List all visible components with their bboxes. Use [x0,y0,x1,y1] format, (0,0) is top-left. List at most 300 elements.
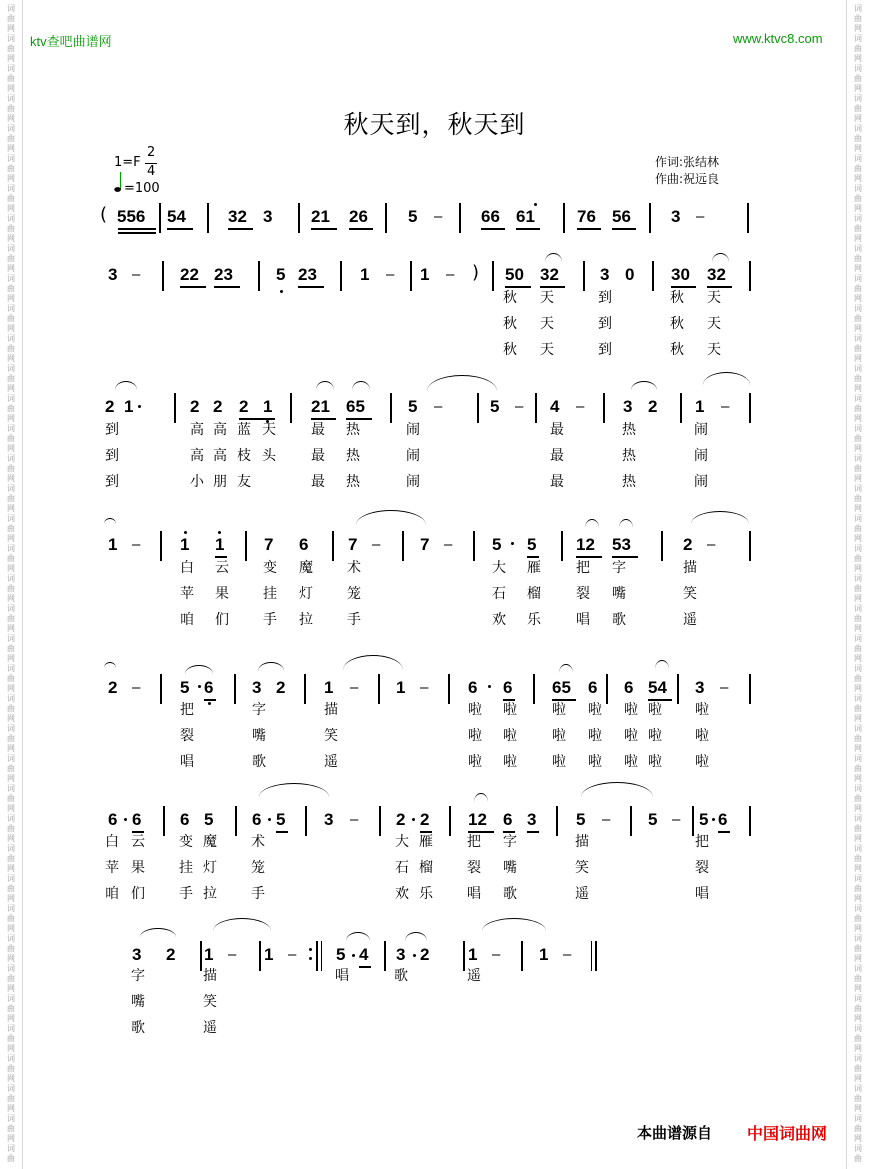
watermark-char: 词 [854,1084,862,1093]
watermark-char: 词 [7,724,15,733]
note: 12 [576,535,595,554]
watermark-char: 网 [854,594,862,603]
note-dash: – [721,398,730,415]
watermark-char: 网 [7,174,15,183]
lyric: 天 [540,316,554,332]
watermark-char: 网 [854,354,862,363]
watermark-char: 词 [854,1144,862,1153]
lyric: 啦 [503,702,517,718]
watermark-char: 词 [7,214,15,223]
octave-dot [352,954,355,957]
watermark-char: 网 [7,474,15,483]
watermark-char: 词 [854,124,862,133]
song-title: 秋天到，秋天到 [343,110,526,139]
beam-underline [276,831,288,833]
lyric: 灯 [299,586,313,602]
barline [473,531,475,561]
watermark-char: 网 [854,654,862,663]
note: 6 [718,810,728,829]
watermark-char: 曲 [7,134,15,143]
watermark-char: 词 [7,784,15,793]
watermark-char: 曲 [854,1094,862,1103]
watermark-char: 网 [854,894,862,903]
note: 3 [263,207,273,226]
note: 2 [213,397,223,416]
watermark-char: 网 [7,654,15,663]
note: 3 [600,265,610,284]
note-dash: – [602,811,611,828]
watermark-char: 网 [7,384,15,393]
watermark-char: 网 [7,954,15,963]
lyric: 变 [263,560,277,576]
watermark-char: 网 [7,744,15,753]
watermark-char: 词 [854,64,862,73]
watermark-char: 曲 [7,434,15,443]
note: 3 [132,945,142,964]
barline [316,941,318,971]
barline [304,674,306,704]
watermark-char: 词 [854,244,862,253]
note-dash: – [446,266,455,283]
watermark-char: 曲 [854,974,862,983]
watermark-char: 网 [7,564,15,573]
lyric: 裂 [467,860,481,876]
slur [545,253,562,262]
watermark-char: 网 [854,1074,862,1083]
lyric: 石 [492,586,506,602]
note: 5 [699,810,709,829]
note: 23 [214,265,233,284]
note: 5 [490,397,500,416]
barline [680,393,682,423]
note: 2 [190,397,200,416]
note-dash: – [434,208,443,225]
watermark-char: 网 [7,924,15,933]
watermark-char: 曲 [854,1154,862,1163]
site-name-left[interactable]: ktv查吧曲谱网 [30,34,112,49]
lyric: 歌 [131,1020,145,1036]
barline [332,531,334,561]
watermark-char: 词 [854,1054,862,1063]
watermark-char: 网 [7,354,15,363]
note: 2 [166,945,176,964]
note: 3 [695,678,705,697]
watermark-char: 曲 [854,374,862,383]
barline [749,393,751,423]
slur [115,381,137,390]
lyric: 苹 [180,586,194,602]
watermark-char: 曲 [854,734,862,743]
watermark-char: 曲 [854,494,862,503]
note: 7 [348,535,358,554]
barline [402,531,404,561]
note-dash: – [132,266,141,283]
note-dash: – [515,398,524,415]
beam-underline [612,228,636,230]
note: 1 [108,535,118,554]
lyric: 闹 [406,422,420,438]
watermark-char: 词 [854,874,862,883]
watermark-char: 曲 [7,884,15,893]
watermark-char: 词 [7,994,15,1003]
watermark-char: 网 [854,804,862,813]
barline [200,941,202,971]
lyric: 啦 [468,702,482,718]
watermark-char: 词 [854,724,862,733]
watermark-char: 曲 [854,254,862,263]
lyric: 裂 [576,586,590,602]
lyricist-credit: 作词:张结林 [655,155,720,169]
note: 5 [576,810,586,829]
note-dash: – [372,536,381,553]
watermark-char: 网 [854,744,862,753]
watermark-char: 网 [854,1134,862,1143]
lyric: 啦 [552,702,566,718]
watermark-char: 网 [7,684,15,693]
barline [661,531,663,561]
note: 66 [481,207,500,226]
watermark-char: 曲 [854,524,862,533]
lyric: 啦 [588,702,602,718]
watermark-char: 词 [7,124,15,133]
watermark-char: 词 [854,424,862,433]
footer-source-site[interactable]: 中国词曲网 [747,1124,828,1143]
watermark-char: 词 [7,544,15,553]
beam-underline [527,831,539,833]
note: 56 [612,207,631,226]
watermark-char: 词 [7,184,15,193]
watermark-char: 网 [854,114,862,123]
watermark-char: 曲 [7,254,15,263]
note: 6 [503,810,513,829]
watermark-char: 网 [7,114,15,123]
note: 2 [105,397,115,416]
beam-underline [527,556,539,558]
beam-underline [311,228,337,230]
octave-dot [412,818,415,821]
watermark-char: 词 [7,604,15,613]
watermark-char: 曲 [854,944,862,953]
note: 32 [228,207,247,226]
note: 1 [539,945,549,964]
beam-underline [577,228,601,230]
lyric: 云 [215,560,229,576]
watermark-char: 词 [7,754,15,763]
barline [385,203,387,233]
note: 2 [683,535,693,554]
note: 2 [276,678,286,697]
lyric: 把 [576,560,590,576]
lyric: 唱 [695,886,709,902]
watermark-char: 词 [7,244,15,253]
slur [703,372,750,385]
beam-underline [540,286,565,288]
watermark-char: 曲 [854,794,862,803]
lyric: 秋 [503,342,517,358]
lyric: 果 [131,860,145,876]
lyric: 字 [503,834,517,850]
lyric: 欢 [492,612,506,628]
lyric: 手 [263,612,277,628]
watermark-char: 曲 [7,644,15,653]
barline [305,806,307,836]
beam-underline [311,418,336,420]
note: 6 [503,678,513,697]
note: 30 [671,265,690,284]
note: 7 [264,535,274,554]
watermark-char: 词 [854,904,862,913]
lyric: 秋 [503,290,517,306]
watermark-char: 曲 [7,464,15,473]
slur [343,655,403,670]
barline [378,674,380,704]
watermark-char: 词 [7,1144,15,1153]
barline [410,261,412,291]
lyric: 到 [598,290,612,306]
watermark-char: 曲 [854,824,862,833]
slur [140,928,176,937]
note: 6 [252,810,262,829]
watermark-char: 词 [854,604,862,613]
barline [449,806,451,836]
beam-underline [204,699,216,701]
watermark-char: 词 [7,694,15,703]
lyric: 啦 [648,702,662,718]
lyric: 最 [550,474,564,490]
watermark-char: 曲 [7,104,15,113]
repeat-open: ( [100,204,108,225]
watermark-char: 曲 [7,1034,15,1043]
watermark-char: 网 [7,984,15,993]
lyric: 热 [346,422,360,438]
lyric: 啦 [695,728,709,744]
site-url-right[interactable]: www.ktvc8.com [733,31,823,46]
note: 5 [527,535,537,554]
note-dash: – [132,679,141,696]
barline [234,674,236,704]
watermark-char: 词 [7,334,15,343]
barline [258,261,260,291]
note: 32 [540,265,559,284]
barline [556,806,558,836]
watermark-char: 曲 [7,854,15,863]
note-dash: – [434,398,443,415]
note-dash: – [576,398,585,415]
lyric: 闹 [694,474,708,490]
note: 5 [336,945,346,964]
watermark-char: 网 [7,1134,15,1143]
beam-underline [298,286,324,288]
lyric: 秋 [670,316,684,332]
watermark-char: 曲 [7,824,15,833]
lyric: 们 [215,612,229,628]
slur [185,665,213,674]
watermark-char: 词 [7,424,15,433]
watermark-char: 网 [854,504,862,513]
slur [619,519,633,528]
note: 3 [396,945,406,964]
octave-dot [534,203,537,206]
lyric: 裂 [180,728,194,744]
lyric: 乐 [419,886,433,902]
barline [174,393,176,423]
watermark-char: 词 [854,94,862,103]
note: 556 [117,207,146,226]
lyric: 白 [180,560,194,576]
barline [463,941,465,971]
note: 3 [108,265,118,284]
watermark-char: 词 [7,1054,15,1063]
lyric: 啦 [648,754,662,770]
note: 1 [396,678,406,697]
watermark-char: 词 [7,664,15,673]
barline [749,261,751,291]
lyric: 天 [540,342,554,358]
lyric: 灯 [203,860,217,876]
lyric: 拉 [299,612,313,628]
lyric: 啦 [624,728,638,744]
watermark-char: 曲 [854,74,862,83]
lyric: 啦 [468,754,482,770]
watermark-char: 曲 [7,224,15,233]
watermark-char: 网 [854,834,862,843]
watermark-char: 网 [7,1104,15,1113]
lyric: 秋 [670,342,684,358]
lyric: 变 [179,834,193,850]
octave-dot [413,954,416,957]
lyric: 天 [262,422,276,438]
watermark-char: 曲 [854,134,862,143]
key-signature: 1=F [114,155,141,170]
watermark-char: 网 [7,1074,15,1083]
lyric: 歌 [252,754,266,770]
lyric: 咱 [105,886,119,902]
barline [340,261,342,291]
watermark-char: 曲 [854,674,862,683]
watermark-char: 网 [7,1044,15,1053]
watermark-char: 网 [7,54,15,63]
watermark-char: 曲 [854,164,862,173]
watermark-char: 词 [854,694,862,703]
note: 5 [204,810,214,829]
lyric: 秋 [503,316,517,332]
watermark-char: 曲 [854,344,862,353]
lyric: 到 [105,422,119,438]
lyric: 裂 [695,860,709,876]
watermark-char: 网 [7,84,15,93]
note-dash: – [350,811,359,828]
watermark-char: 曲 [854,584,862,593]
watermark-char: 曲 [854,1004,862,1013]
note-dash: – [696,208,705,225]
watermark-char: 曲 [7,764,15,773]
note: 76 [577,207,596,226]
watermark-char: 网 [854,414,862,423]
lyric: 笼 [347,586,361,602]
lyric: 啦 [468,728,482,744]
lyric: 天 [707,290,721,306]
barline [747,203,749,233]
lyric: 最 [550,422,564,438]
note: 6 [624,678,634,697]
watermark-char: 网 [7,1014,15,1023]
note: 0 [625,265,635,284]
slur [258,662,284,671]
lyric: 到 [598,316,612,332]
note: 1 [324,678,334,697]
barline [630,806,632,836]
note: 2 [420,945,430,964]
lyric: 大 [395,834,409,850]
watermark-char: 网 [7,864,15,873]
watermark-char: 词 [854,514,862,523]
slur [427,375,497,391]
watermark-char: 词 [854,1114,862,1123]
lyric: 蓝 [237,422,251,438]
lyric: 到 [598,342,612,358]
watermark-char: 词 [854,364,862,373]
lyric: 热 [346,474,360,490]
watermark-char: 网 [7,894,15,903]
beam-underline [239,418,275,420]
watermark-char: 曲 [7,284,15,293]
watermark-char: 网 [7,804,15,813]
note-dash: – [672,811,681,828]
watermark-char: 曲 [7,524,15,533]
watermark-char: 曲 [854,284,862,293]
slur [712,253,729,262]
lyric: 术 [347,560,361,576]
barline [652,261,654,291]
watermark-char: 词 [7,964,15,973]
lyric: 把 [467,834,481,850]
lyric: 把 [695,834,709,850]
lyric: 术 [251,834,265,850]
watermark-char: 词 [854,454,862,463]
octave-dot [268,818,271,821]
barline [163,806,165,836]
octave-dot [208,702,211,705]
watermark-char: 曲 [7,74,15,83]
note: 3 [671,207,681,226]
note-dash: – [492,946,501,963]
barline [591,941,592,971]
watermark-char: 曲 [7,974,15,983]
beam-underline [481,228,505,230]
watermark-char: 曲 [7,374,15,383]
watermark-char: 词 [854,304,862,313]
watermark-char: 曲 [7,1094,15,1103]
lyric: 啦 [624,754,638,770]
beam-underline [503,831,515,833]
note: 4 [550,397,560,416]
watermark-char: 词 [854,544,862,553]
watermark-char: 词 [854,754,862,763]
watermark-char: 网 [7,774,15,783]
note: 1 [695,397,705,416]
slur [356,510,426,525]
watermark-char: 词 [7,844,15,853]
watermark-char: 词 [7,394,15,403]
note: 2 [420,810,430,829]
lyric: 雁 [419,834,433,850]
lyric: 描 [683,560,697,576]
lyric: 啦 [648,728,662,744]
lyric: 闹 [694,422,708,438]
note: 1 [124,397,134,416]
lyric: 大 [492,560,506,576]
lyric: 笑 [203,994,217,1010]
